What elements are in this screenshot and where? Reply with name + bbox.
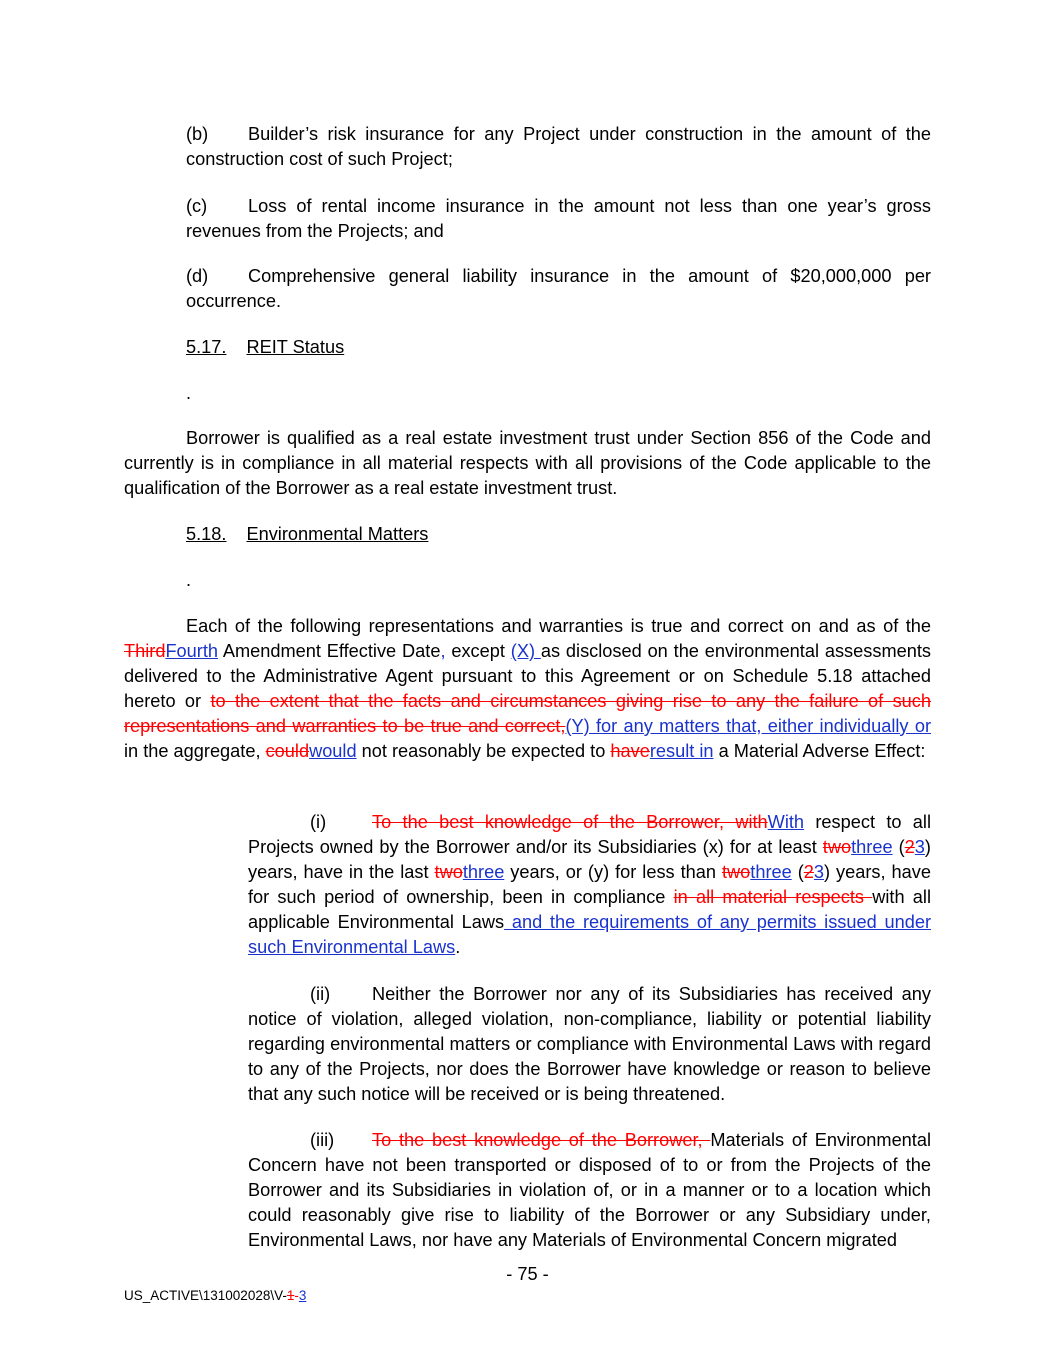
- section-517-title: REIT Status: [246, 337, 345, 357]
- deleted-text: 1: [286, 1288, 295, 1303]
- doc-id-text: US_ACTIVE\131002028\V-: [124, 1288, 287, 1303]
- deleted-text: could: [265, 741, 310, 761]
- sub-item-text: Materials of Environmental Concern have not been transported or disposed of to or from the Projects of the Borrower and its Subsidiaries in violation of, or in a manner or to a location which could reasonably give rise to liability of the Borrower or any Subsidiary under, Environmental Laws, nor have any Materials of Environmental Concern migrated: [248, 1130, 932, 1250]
- item-b: [186, 122, 931, 172]
- section-518-intro: [124, 614, 931, 764]
- deleted-text: Third: [124, 641, 166, 661]
- inserted-text: result in: [649, 741, 714, 761]
- document-page: [124, 0, 931, 1365]
- inserted-text: ,: [440, 641, 446, 661]
- inserted-text: three: [462, 862, 505, 882]
- sub-item-text: .: [455, 937, 461, 957]
- item-b-text: Builder’s risk insurance for any Project under construction in the amount of the construction cost of such Project;: [186, 124, 931, 169]
- sub-item-text: with all applicable Environmental Laws: [248, 887, 932, 932]
- item-c-label: (c): [186, 196, 208, 216]
- deleted-text: 2: [803, 862, 814, 882]
- inserted-text: and the requirements of any permits issued under such Environmental Laws: [248, 912, 931, 957]
- item-b-label: (b): [186, 124, 209, 144]
- inserted-text: 3: [813, 862, 825, 882]
- sub-item-iii-label: (iii): [310, 1130, 335, 1150]
- intro-text: a Material Adverse Effect:: [713, 741, 926, 761]
- inserted-text: three: [851, 837, 893, 857]
- deleted-text: 2: [904, 837, 915, 857]
- sub-item-text: Neither the Borrower nor any of its Subsidiaries has received any notice of violation, alleged violation, non-compliance, liability or potential liability regarding environmental matters or compliance with Environmental Laws with regard to any of the Projects, nor does the Borrower have knowledge or reason to believe that any such notice will be received or is being threatened.: [248, 984, 931, 1104]
- section-517-dot: .: [186, 383, 192, 403]
- deleted-text: to the extent that the facts and circumstances giving rise to any the failure of such representations and warranties to be true and correct,: [124, 691, 931, 736]
- intro-text: not reasonably be expected to: [356, 741, 611, 761]
- intro-text: Each of the following representations and warranties is true and correct on and as of the: [186, 616, 931, 636]
- section-518-dot: .: [186, 570, 192, 590]
- item-d-text: Comprehensive general liability insurance in the amount of $20,000,000 per occurrence.: [186, 266, 931, 311]
- inserted-text: Fourth: [165, 641, 219, 661]
- sub-item-ii: [248, 982, 931, 1107]
- sub-item-text: ) years, have in the last: [248, 837, 931, 882]
- section-518-heading: [186, 522, 428, 547]
- section-517-heading: [186, 335, 344, 360]
- inserted-text: (X): [510, 641, 541, 661]
- section-517-number: 5.17.: [186, 337, 227, 357]
- inserted-text: With: [767, 812, 805, 832]
- deleted-text: two: [434, 862, 463, 882]
- inserted-text: three: [750, 862, 792, 882]
- inserted-text: 3: [298, 1288, 307, 1303]
- section-518-number: 5.18.: [186, 524, 227, 544]
- sub-item-i: [248, 810, 931, 960]
- sub-item-text: (: [892, 837, 905, 857]
- deleted-text: To the best knowledge of the Borrower, with: [372, 812, 768, 832]
- sub-item-i-label: (i): [310, 812, 327, 832]
- intro-text: except: [445, 641, 511, 661]
- deleted-text: two: [721, 862, 751, 882]
- section-518-title: Environmental Matters: [246, 524, 429, 544]
- document-id: [124, 1287, 306, 1305]
- item-d-label: (d): [186, 266, 209, 286]
- inserted-text: 3: [914, 837, 925, 857]
- item-c-text: Loss of rental income insurance in the amount not less than one year’s gross revenues from the Projects; and: [186, 196, 931, 241]
- sub-item-text: years, or (y) for less than: [504, 862, 722, 882]
- sub-item-text: respect to all Projects owned by the Borrower and/or its Subsidiaries (x) for at least: [248, 812, 932, 857]
- sub-item-text: (: [791, 862, 804, 882]
- deleted-text: in all material respects: [673, 887, 873, 907]
- inserted-text: (Y) for any matters that, either individually or: [565, 716, 931, 736]
- item-c: [186, 194, 931, 244]
- sub-item-iii: [248, 1128, 931, 1253]
- sub-item-ii-label: (ii): [310, 984, 331, 1004]
- intro-text: Amendment Effective Date: [218, 641, 441, 661]
- inserted-text: would: [309, 741, 357, 761]
- intro-text: as disclosed on the environmental assessments delivered to the Administrative Agent pursuant to this Agreement or on Schedule 5.18 attached hereto or: [124, 641, 931, 711]
- page-number: - 75 -: [506, 1264, 549, 1284]
- section-517-body: Borrower is qualified as a real estate investment trust under Section 856 of the Code and currently is in compliance in all material respects with all provisions of the Code applicable to the qualification of the Borrower as a real estate investment trust.: [124, 428, 931, 498]
- doc-id-separator: -: [294, 1288, 299, 1303]
- deleted-text: have: [610, 741, 650, 761]
- deleted-text: two: [822, 837, 852, 857]
- intro-text: in the aggregate,: [124, 741, 266, 761]
- item-d: [186, 264, 931, 314]
- sub-item-text: ) years, have for such period of ownership, been in compliance: [248, 862, 931, 907]
- deleted-text: To the best knowledge of the Borrower,: [372, 1130, 711, 1150]
